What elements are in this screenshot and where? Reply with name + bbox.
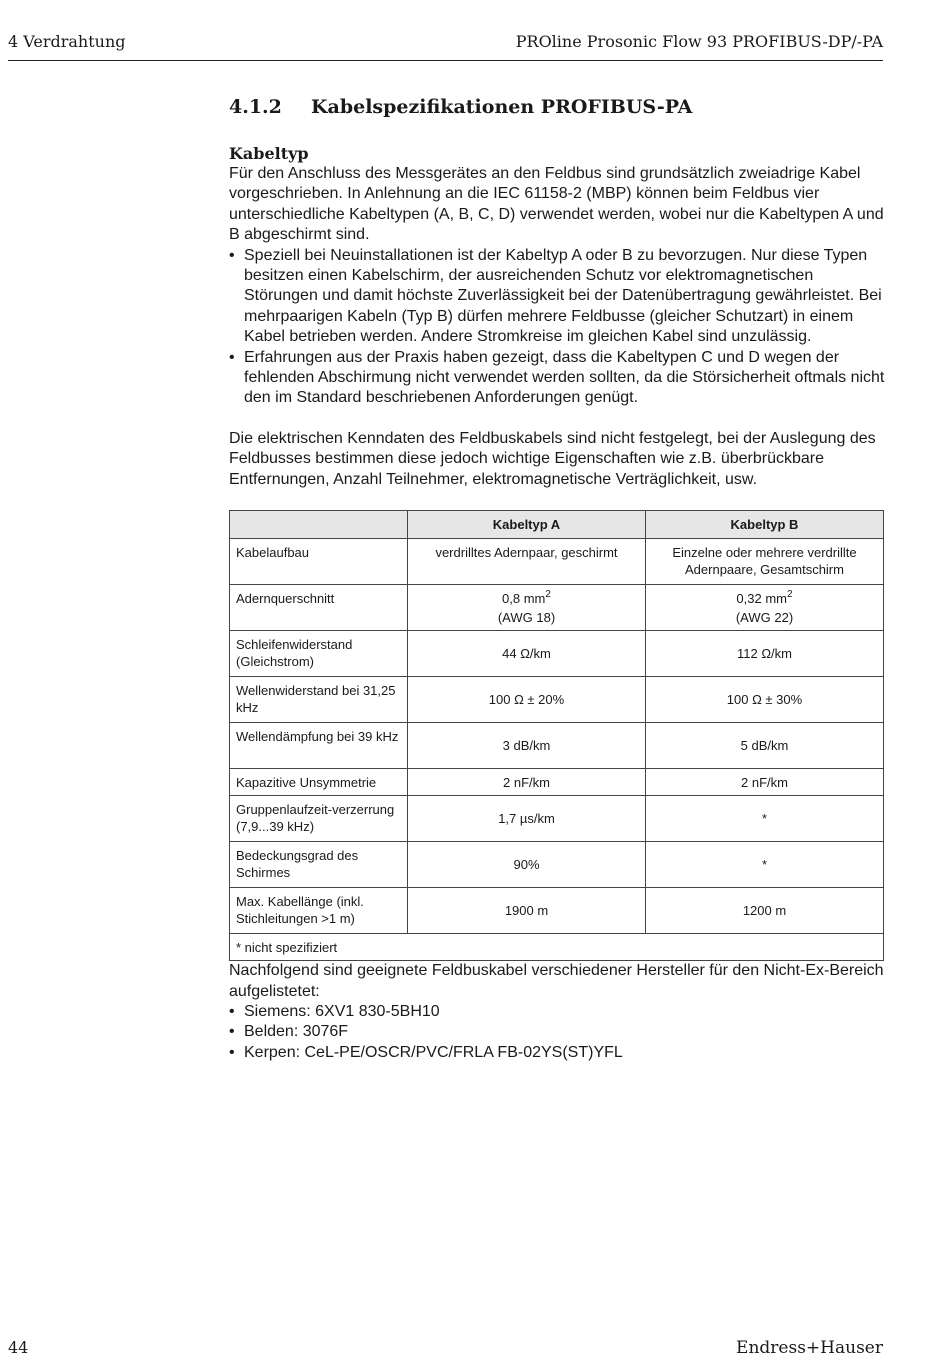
cell-type-b: Einzelne oder mehrere verdrillte Adernpaare, Gesamtschirm [646,539,884,585]
section-number: 4.1.2 [229,96,282,118]
header-product: PROline Prosonic Flow 93 PROFIBUS-DP/-PA [515,32,883,51]
page-header [8,30,883,61]
row-label: Kabelaufbau [230,539,408,585]
table-row [230,723,884,769]
table-row [230,842,884,888]
subheading-kabeltyp: Kabeltyp [229,144,309,163]
table-row [230,585,884,631]
value-a-awg: (AWG 18) [497,610,556,626]
cell-type-b: * [646,796,884,842]
row-label: Bedeckungsgrad des Schirmes [230,842,408,888]
list-item: • Belden: 3076F [229,1022,885,1042]
superscript: 2 [787,589,793,601]
table-row [230,539,884,585]
electrical-paragraph: Die elektrischen Kenndaten des Feldbuskabels sind nicht festgelegt, bei der Auslegung des Feldbusses bestimmen diese jedoch wichtige Eigenschaften wie z.B. überbrückbare Entfernungen, Anzahl Teilnehmer, elektromagnetische Verträglichkeit, usw. [229,429,876,488]
main-content [229,96,885,1063]
value-b: 0,32 mm [736,591,787,607]
cell-type-b: 5 dB/km [646,723,884,769]
row-label: Adernquerschnitt [230,585,408,631]
cell-type-a: 90% [408,842,646,888]
intro-paragraph: Für den Anschluss des Messgerätes an den Feldbus sind grundsätzlich zweiadrige Kabel vorgeschrieben. In Anlehnung an die IEC 61158-2 (MBP) können beim Feldbus vier unterschiedliche Kabeltypen (A, B, C, D) verwendet werden, wobei nur die Kabeltypen A und B abgeschirmt sind. [229,165,884,244]
cell-type-a: 3 dB/km [408,723,646,769]
bullet-item: • Erfahrungen aus der Praxis haben gezeigt, dass die Kabeltypen C und D wegen der fehlenden Abschirmung nicht verwendet werden sollten, da die Störsicherheit oftmals nicht den im Standard beschriebenen Anforderungen genügt. [229,348,885,409]
cell-type-a: verdrilltes Adernpaar, geschirmt [408,539,646,585]
cell-type-b: 112 Ω/km [646,631,884,677]
row-label: Wellenwiderstand bei 31,25 kHz [230,677,408,723]
table-row [230,677,884,723]
superscript: 2 [545,589,551,601]
page-number: 44 [8,1338,29,1357]
table-row [230,796,884,842]
value-b-awg: (AWG 22) [735,610,794,626]
brand-logo-text: Endress+Hauser [736,1338,883,1358]
cell-type-a: 44 Ω/km [408,631,646,677]
section-title: Kabelspezifikationen PROFIBUS-PA [311,96,693,118]
header-section: 4 Verdrahtung [8,32,126,51]
cell-type-a: 1,7 µs/km [408,796,646,842]
cell-type-a: 100 Ω ± 20% [408,677,646,723]
table-row [230,888,884,934]
table-header-type-b: Kabeltyp B [646,511,884,539]
table-footnote-row [230,934,884,961]
cell-type-b: 1200 m [646,888,884,934]
row-label: Schleifenwiderstand (Gleichstrom) [230,631,408,677]
table-header-type-a: Kabeltyp A [408,511,646,539]
table-footnote: * nicht spezifiziert [230,934,884,961]
cable-list [229,1002,885,1063]
table-header-row [230,511,884,539]
table-header-blank [230,511,408,539]
cell-type-a [408,585,646,631]
list-item: • Siemens: 6XV1 830-5BH10 [229,1002,885,1022]
bullet-item: • Speziell bei Neuinstallationen ist der Kabeltyp A oder B zu bevorzugen. Nur diese Typen besitzen einen Kabelschirm, der ausreichenden Schutz vor elektromagnetischen Störungen und damit höchste Zuverlässigkeit bei der Datenübertragung gewährleistet. Bei mehrpaarigen Kabeln (Typ B) dürfen mehrere Feldbusse (gleicher Schutzart) in einem Kabel betrieben werden. Andere Stromkreise im gleichen Kabel sind unzulässig. [229,246,885,348]
section-heading [229,96,885,118]
table-row [230,769,884,796]
cell-type-b: * [646,842,884,888]
row-label: Wellendämpfung bei 39 kHz [230,723,408,769]
cell-type-a: 2 nF/km [408,769,646,796]
cell-type-b [646,585,884,631]
cell-type-b: 2 nF/km [646,769,884,796]
row-label: Max. Kabellänge (inkl. Stichleitungen >1 m) [230,888,408,934]
cable-spec-table [229,510,884,961]
list-item: • Kerpen: CeL-PE/OSCR/PVC/FRLA FB-02YS(ST)YFL [229,1043,885,1063]
value-a: 0,8 mm [502,591,546,607]
row-label: Kapazitive Unsymmetrie [230,769,408,796]
table-row [230,631,884,677]
cell-type-b: 100 Ω ± 30% [646,677,884,723]
cable-list-intro: Nachfolgend sind geeignete Feldbuskabel verschiedener Hersteller für den Nicht-Ex-Bereich aufgelistetet: [229,962,884,1000]
cell-type-a: 1900 m [408,888,646,934]
row-label: Gruppenlaufzeit-verzerrung (7,9...39 kHz) [230,796,408,842]
bullet-list [229,246,885,409]
